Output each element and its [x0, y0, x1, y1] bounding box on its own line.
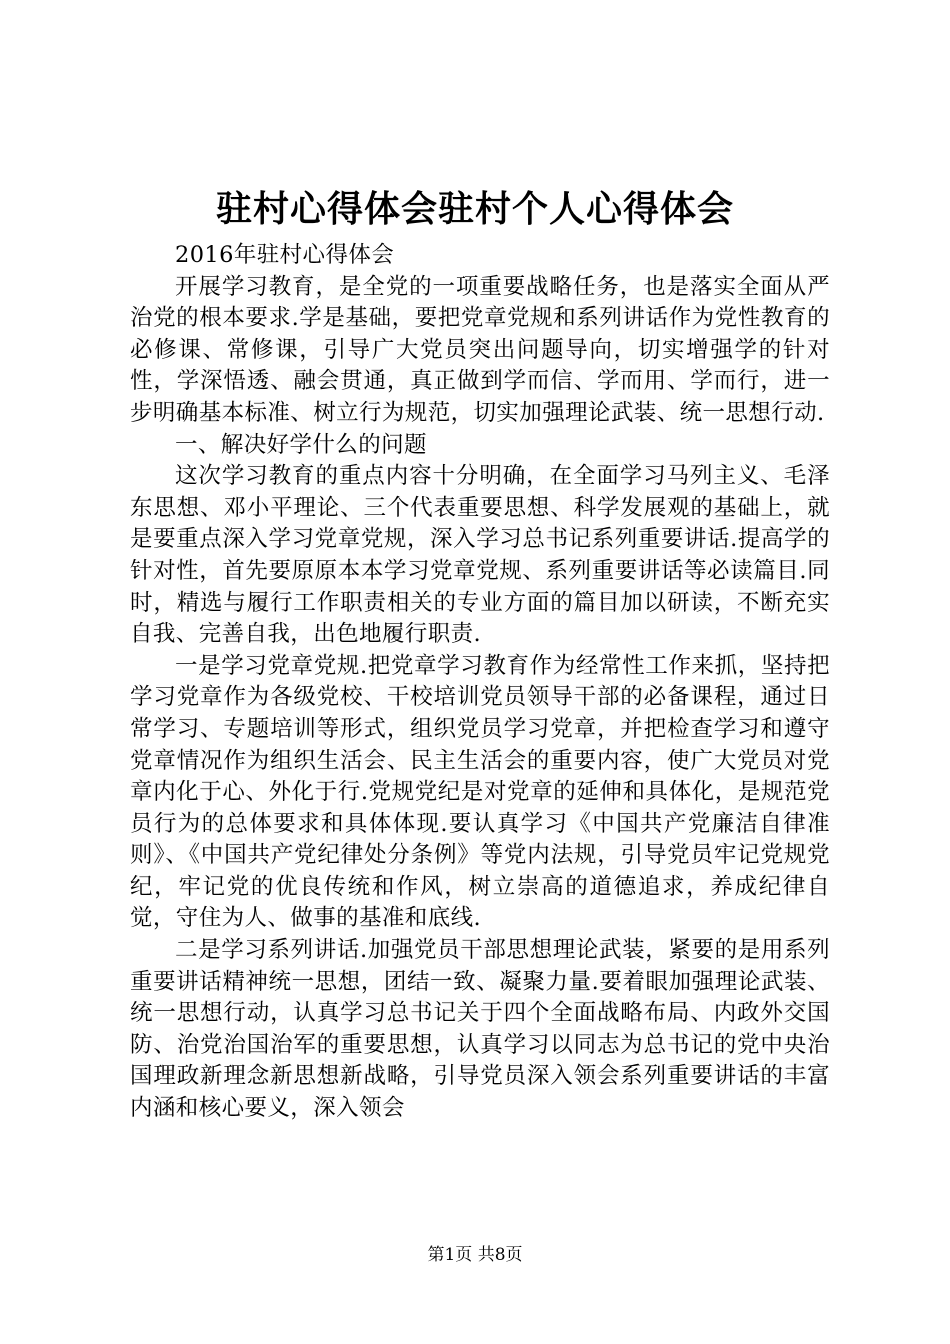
paragraph-body: 这次学习教育的重点内容十分明确，在全面学习马列主义、毛泽东思想、邓小平理论、三个代表重要思想、科学发展观的基础上，就是要重点深入学习党章党规，深入学习总书记系列重要讲话.提高学的针对性，首先要原原本本学习党章党规、系列重要讲话等必读篇目.同时，精选与履行工作职责相关的专业方面的篇目加以研读，不断充实自我、完善自我，出色地履行职责. [130, 463, 830, 648]
section-heading: 一、解决好学什么的问题 [175, 431, 427, 458]
paragraph-body: 二是学习系列讲话.加强党员干部思想理论武装，紧要的是用系列重要讲话精神统一思想，团结一致、凝聚力量.要着眼加强理论武装、统一思想行动，认真学习总书记关于四个全面战略布局、内政外交国防、治党治国治军的重要思想，认真学习以同志为总书记的党中央治国理政新理念新思想新战略，引导党员深入领会系列重要讲话的丰富内涵和核心要义，深入领会 [130, 937, 830, 1122]
document-body [130, 240, 830, 1125]
paragraph-body: 一是学习党章党规.把党章学习教育作为经常性工作来抓，坚持把学习党章作为各级党校、干校培训党员领导干部的必备课程，通过日常学习、专题培训等形式，组织党员学习党章，并把检查学习和遵守党章情况作为组织生活会、民主生活会的重要内容，使广大党员对党章内化于心、外化于行.党规党纪是对党章的延伸和具体化，是规范党员行为的总体要求和具体体现.要认真学习《中国共产党廉洁自律准则》、《中国共产党纪律处分条例》等党内法规，引导党员牢记党规党纪，牢记党的优良传统和作风，树立崇高的道德追求，养成纪律自觉，守住为人、做事的基准和底线. [130, 652, 830, 932]
document-title: 驻村心得体会驻村个人心得体会 [215, 188, 734, 230]
page-footer: 第1页 共8页 [427, 1245, 523, 1265]
paragraph-subtitle: 2016年驻村心得体会 [175, 242, 395, 268]
paragraph-intro: 开展学习教育，是全党的一项重要战略任务，也是落实全面从严治党的根本要求.学是基础，要把党章党规和系列讲话作为党性教育的必修课、常修课，引导广大党员突出问题导向，切实增强学的针对性，学深悟透、融会贯通，真正做到学而信、学而用、学而行，进一步明确基本标准、树立行为规范，切实加强理论武装、统一思想行动. [130, 273, 830, 426]
